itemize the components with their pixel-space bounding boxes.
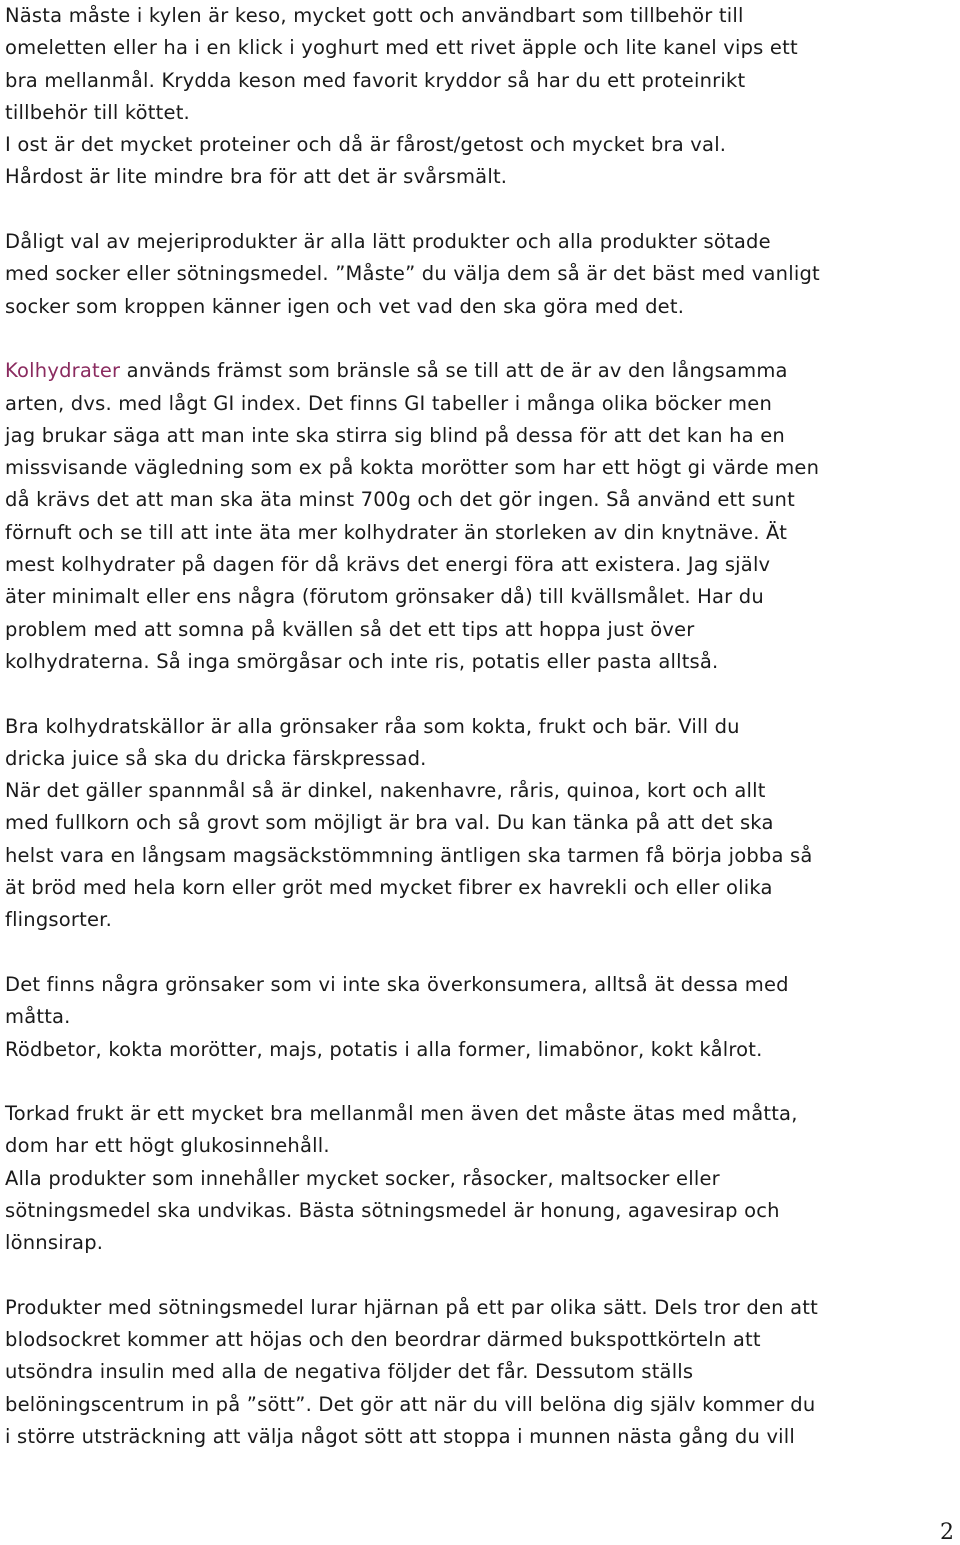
paragraph-kolhydratskallor: Bra kolhydratskällor är alla grönsaker råa som kokta, frukt och bär. Vill du dricka juice så ska du dricka färskpressad. När det gäller spannmål så är dinkel, nakenhavre, råris, quinoa, kort och allt med fullkorn och så grovt som möjligt är bra val. Du kan tänka på att det ska helst vara en långsam magsäckstömmning äntligen ska tarmen få börja jobba så ät bröd med hela korn eller gröt med mycket fibrer ex havrekli och eller olika flingsorter.	[5, 714, 813, 932]
page-number: 2	[940, 1520, 954, 1545]
paragraph-gap	[5, 1066, 957, 1098]
paragraph-kolhydrater	[5, 355, 957, 678]
paragraph-torkad-frukt: Torkad frukt är ett mycket bra mellanmål men även det måste ätas med måtta, dom har ett högt glukosinnehåll. Alla produkter som innehåller mycket socker, råsocker, maltsocker eller sötningsmedel ska undvikas. Bästa sötningsmedel är honung, agavesirap och lönnsirap.	[5, 1102, 798, 1255]
paragraph-gap	[5, 323, 957, 355]
paragraph-gronsaker: Det finns några grönsaker som vi inte ska överkonsumera, alltså ät dessa med måtta. Rödbetor, kokta morötter, majs, potatis i alla former, limabönor, kokt kålrot.	[5, 972, 789, 1061]
kolhydrater-text: används främst som bränsle så se till att de är av den långsamma arten, dvs. med lågt GI index. Det finns GI tabeller i många olika böcker men jag brukar säga att man inte ska stirra sig blind på dessa för att det kan ha en missvisande vägledning som ex på kokta morötter som har ett högt gi värde men då krävs det att man ska äta minst 700g och det gör ingen. Så använd ett sunt förnuft och se till att inte äta mer kolhydrater än storleken av din knytnäve. Ät mest kolhydrater på dagen för då krävs det energi föra att existera. Jag själv äter minimalt eller ens några (förutom grönsaker då) till kvällsmålet. Har du problem med att somna på kvällen så det ett tips att hoppa just över kolhydraterna. Så inga smörgåsar och inte ris, potatis eller pasta alltså.	[5, 359, 820, 673]
paragraph-gap	[5, 194, 957, 226]
document-page	[5, 0, 957, 1453]
paragraph-gap	[5, 1260, 957, 1292]
paragraph-keso: Nästa måste i kylen är keso, mycket gott och användbart som tillbehör till omeletten eller ha i en klick i yoghurt med ett rivet äpple och lite kanel vips ett bra mellanmål. Krydda keson med favorit kryddor så har du ett proteinrikt tillbehör till köttet. I ost är det mycket proteiner och då är fårost/getost och mycket bra val. Hårdost är lite mindre bra för att det är svårsmält.	[5, 4, 798, 189]
paragraph-sotningsmedel: Produkter med sötningsmedel lurar hjärnan på ett par olika sätt. Dels tror den att blodsockret kommer att höjas och den beordrar därmed bukspottkörteln att utsöndra insulin med alla de negativa följder det får. Dessutom ställs belöningscentrum in på ”sött”. Det gör att när du vill belöna dig själv kommer du i större utsträckning att välja något sött att stoppa i munnen nästa gång du vill	[5, 1295, 818, 1449]
paragraph-gap	[5, 937, 957, 969]
kolhydrater-heading-word: Kolhydrater	[5, 359, 121, 383]
paragraph-mejeri: Dåligt val av mejeriprodukter är alla lätt produkter och alla produkter sötade med socker eller sötningsmedel. ”Måste” du välja dem så är det bäst med vanligt socker som kroppen känner igen och vet vad den ska göra med det.	[5, 230, 820, 318]
paragraph-gap	[5, 678, 957, 710]
